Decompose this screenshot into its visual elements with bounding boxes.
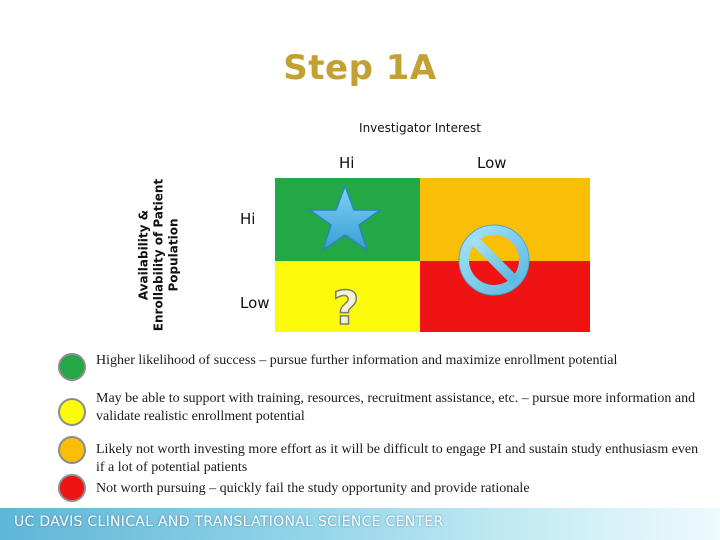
no-sign-icon: [456, 222, 532, 298]
legend-text-yellow: May be able to support with training, resources, recruitment assistance, etc. – pursue more information and validate realistic enrollment potential: [96, 391, 696, 424]
y-axis-title: Availability & Enrollability of Patient Population: [136, 178, 181, 332]
slide-title: Step 1A: [283, 48, 437, 88]
legend-dot-orange: [58, 436, 86, 464]
question-mark-icon: [328, 282, 364, 330]
footer-text: UC DAVIS CLINICAL AND TRANSLATIONAL SCIENCE CENTER: [14, 514, 444, 530]
row-label-low: Low: [240, 294, 270, 312]
star-icon: [306, 182, 384, 254]
legend-text-red: Not worth pursuing – quickly fail the study opportunity and provide rationale: [96, 481, 530, 496]
legend-text-green: Higher likelihood of success – pursue further information and maximize enrollment potential: [96, 353, 618, 368]
row-label-hi: Hi: [240, 210, 256, 228]
legend-text-orange: Likely not worth investing more effort as it will be difficult to engage PI and sustain study enthusiasm even if a lot of potential patients: [96, 442, 699, 475]
y-axis-title-container: [128, 178, 190, 332]
column-label-low: Low: [477, 154, 507, 172]
column-label-hi: Hi: [339, 154, 355, 172]
legend-dot-green: [58, 353, 86, 381]
question-mark-glyph: ?: [332, 282, 360, 330]
legend-dot-red: [58, 474, 86, 502]
x-axis-title: Investigator Interest: [359, 121, 481, 135]
legend-dot-yellow: [58, 398, 86, 426]
